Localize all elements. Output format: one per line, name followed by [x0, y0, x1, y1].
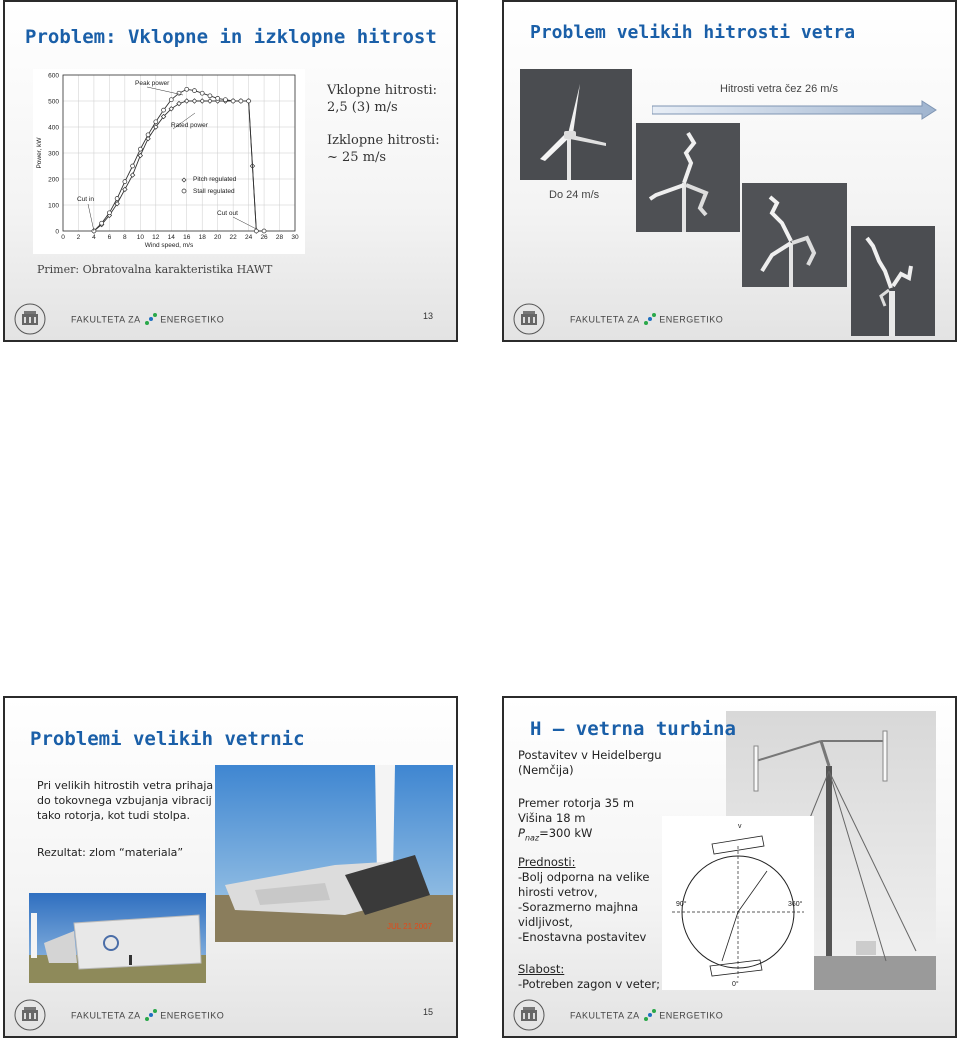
- page-number: 15: [423, 1007, 434, 1017]
- slide-16: [502, 696, 957, 1038]
- data-point-stall: [131, 164, 135, 168]
- cut-in-block: [327, 82, 437, 116]
- energy-logo-icon: [143, 1008, 157, 1024]
- body-text: Pri velikih hitrostih vetra prihaja do tokovnega vzbujanja vibracij tako rotorja, kot tudi stolpa.: [37, 779, 214, 822]
- annotation-cut-in: Cut in: [77, 196, 94, 203]
- x-tick-label: 4: [92, 234, 96, 241]
- y-tick-label: 100: [48, 202, 59, 210]
- advantage-item: -Bolj odporna na velike hirosti vetrov,: [518, 870, 650, 899]
- x-tick-label: 14: [167, 234, 175, 241]
- slide-title: H – vetrna turbina: [530, 718, 736, 740]
- annotation-cut-out: Cut out: [217, 210, 238, 217]
- power-curve-chart: [33, 69, 305, 254]
- slide-14: [502, 0, 957, 342]
- data-point-stall: [169, 98, 173, 102]
- legend-stall-regulated: Stall regulated: [193, 188, 235, 195]
- slide-15: [3, 696, 458, 1038]
- faculty-name: FAKULTETA ZA ENERGETIKO: [570, 312, 723, 328]
- data-point-stall: [146, 133, 150, 137]
- nacelle-photo: [29, 893, 206, 983]
- result-text: Rezultat: zlom “materiala”: [37, 846, 184, 859]
- x-axis-label: Wind speed, m/s: [144, 242, 194, 249]
- university-crest-icon: [13, 302, 47, 336]
- data-point-stall: [100, 221, 104, 225]
- university-crest-icon: [512, 302, 546, 336]
- data-point-stall: [154, 120, 158, 124]
- x-tick-label: 28: [275, 234, 284, 241]
- x-tick-label: 6: [107, 234, 112, 241]
- data-point-stall: [192, 89, 196, 93]
- cut-out-block: [327, 132, 440, 166]
- diagram-label-v0: v: [738, 823, 742, 830]
- cut-in-label: Vklopne hitrosti:: [327, 83, 437, 98]
- data-point-stall: [162, 108, 166, 112]
- slide-footer: [504, 994, 955, 1036]
- data-point-stall: [254, 229, 258, 233]
- cut-in-value: 2,5 (3) m/s: [327, 100, 398, 115]
- crashed-blade-photo: [215, 765, 453, 942]
- y-tick-label: 200: [48, 176, 59, 184]
- legend-marker-stall: [182, 189, 186, 193]
- turbine-damaged-photo-2: [742, 183, 847, 287]
- x-tick-label: 22: [229, 234, 237, 241]
- x-tick-label: 10: [136, 234, 144, 241]
- x-tick-label: 18: [198, 234, 206, 241]
- slide-title: Problem velikih hitrosti vetra: [530, 22, 856, 43]
- data-point-stall: [231, 99, 235, 103]
- slide-title: Problem: Vklopne in izklopne hitrost: [25, 26, 437, 48]
- specs-block: [518, 796, 634, 845]
- chart-caption: Primer: Obratovalna karakteristika HAWT: [37, 263, 273, 276]
- data-point-stall: [107, 211, 111, 215]
- y-tick-label: 0: [55, 228, 59, 236]
- faculty-name: FAKULTETA ZA ENERGETIKO: [71, 1008, 224, 1024]
- cut-out-label: Izklopne hitrosti:: [327, 133, 440, 148]
- advantages-block: [518, 855, 668, 945]
- data-point-stall: [208, 94, 212, 98]
- annotation-peak-power: Peak power: [135, 80, 170, 87]
- data-point-stall: [247, 99, 251, 103]
- energy-logo-icon: [642, 312, 656, 328]
- slide-footer: [504, 298, 955, 340]
- x-tick-label: 24: [244, 234, 253, 241]
- data-point-stall: [216, 96, 220, 100]
- data-point-stall: [138, 147, 142, 151]
- disadvantages-title: Slabost:: [518, 962, 565, 976]
- x-tick-label: 20: [214, 234, 222, 241]
- arrow-label: Hitrosti vetra čez 26 m/s: [720, 83, 838, 95]
- x-tick-label: 12: [152, 234, 160, 241]
- diagram-label-90: 90°: [676, 901, 687, 908]
- faculty-name: FAKULTETA ZA ENERGETIKO: [570, 1008, 723, 1024]
- data-point-stall: [239, 99, 243, 103]
- data-point-stall: [115, 197, 119, 201]
- below-24-label: Do 24 m/s: [549, 189, 600, 201]
- data-point-stall: [262, 229, 266, 233]
- disadvantages-block: [518, 962, 660, 992]
- turbine-damaged-photo-1: [636, 123, 740, 232]
- university-crest-icon: [512, 998, 546, 1032]
- data-point-stall: [185, 87, 189, 91]
- y-axis-label: Power, kW: [36, 137, 43, 169]
- page-number: 13: [423, 311, 434, 321]
- y-tick-label: 400: [48, 124, 59, 132]
- cut-out-value: ~ 25 m/s: [327, 150, 387, 165]
- y-tick-label: 300: [48, 150, 59, 158]
- energy-logo-icon: [642, 1008, 656, 1024]
- advantage-item: -Enostavna postavitev: [518, 930, 647, 944]
- turbine-intact-photo: [520, 69, 632, 180]
- data-point-stall: [123, 180, 127, 184]
- y-tick-label: 500: [48, 98, 59, 106]
- location-text: Postavitev v Heidelbergu (Nemčija): [518, 748, 662, 777]
- wind-arrow-icon: [652, 100, 937, 120]
- height: Višina 18 m: [518, 811, 586, 825]
- diagram-label-360: 360°: [788, 901, 803, 908]
- data-point-stall: [200, 91, 204, 95]
- x-tick-label: 0: [61, 234, 65, 241]
- annotation-rated-power: Rated power: [171, 122, 208, 129]
- data-point-stall: [223, 98, 227, 102]
- slide-13: [3, 0, 458, 342]
- advantages-title: Prednosti:: [518, 855, 576, 869]
- faculty-name: FAKULTETA ZA ENERGETIKO: [71, 312, 224, 328]
- disadvantage-item: -Potreben zagon v veter;: [518, 977, 660, 991]
- rated-power: $P_{naz}=300$ kW: [518, 826, 593, 843]
- diagram-label-0: 0°: [732, 981, 739, 988]
- photo-date-stamp: JUL 21 2007: [387, 922, 433, 931]
- x-tick-label: 16: [183, 234, 191, 241]
- slide-footer: [5, 298, 456, 340]
- slide-footer: [5, 994, 456, 1036]
- slide-title: Problemi velikih vetrnic: [30, 728, 305, 750]
- y-tick-label: 600: [48, 72, 59, 80]
- rotor-diameter: Premer rotorja 35 m: [518, 796, 635, 810]
- legend-pitch-regulated: Pitch regulated: [193, 176, 237, 183]
- x-tick-label: 8: [123, 234, 127, 241]
- energy-logo-icon: [143, 312, 157, 328]
- advantage-item: -Sorazmerno majhna vidljivost,: [518, 900, 639, 929]
- x-tick-label: 2: [76, 234, 81, 241]
- x-tick-label: 26: [260, 234, 268, 241]
- university-crest-icon: [13, 998, 47, 1032]
- velocity-diagram: [662, 816, 814, 990]
- x-tick-label: 30: [291, 234, 299, 241]
